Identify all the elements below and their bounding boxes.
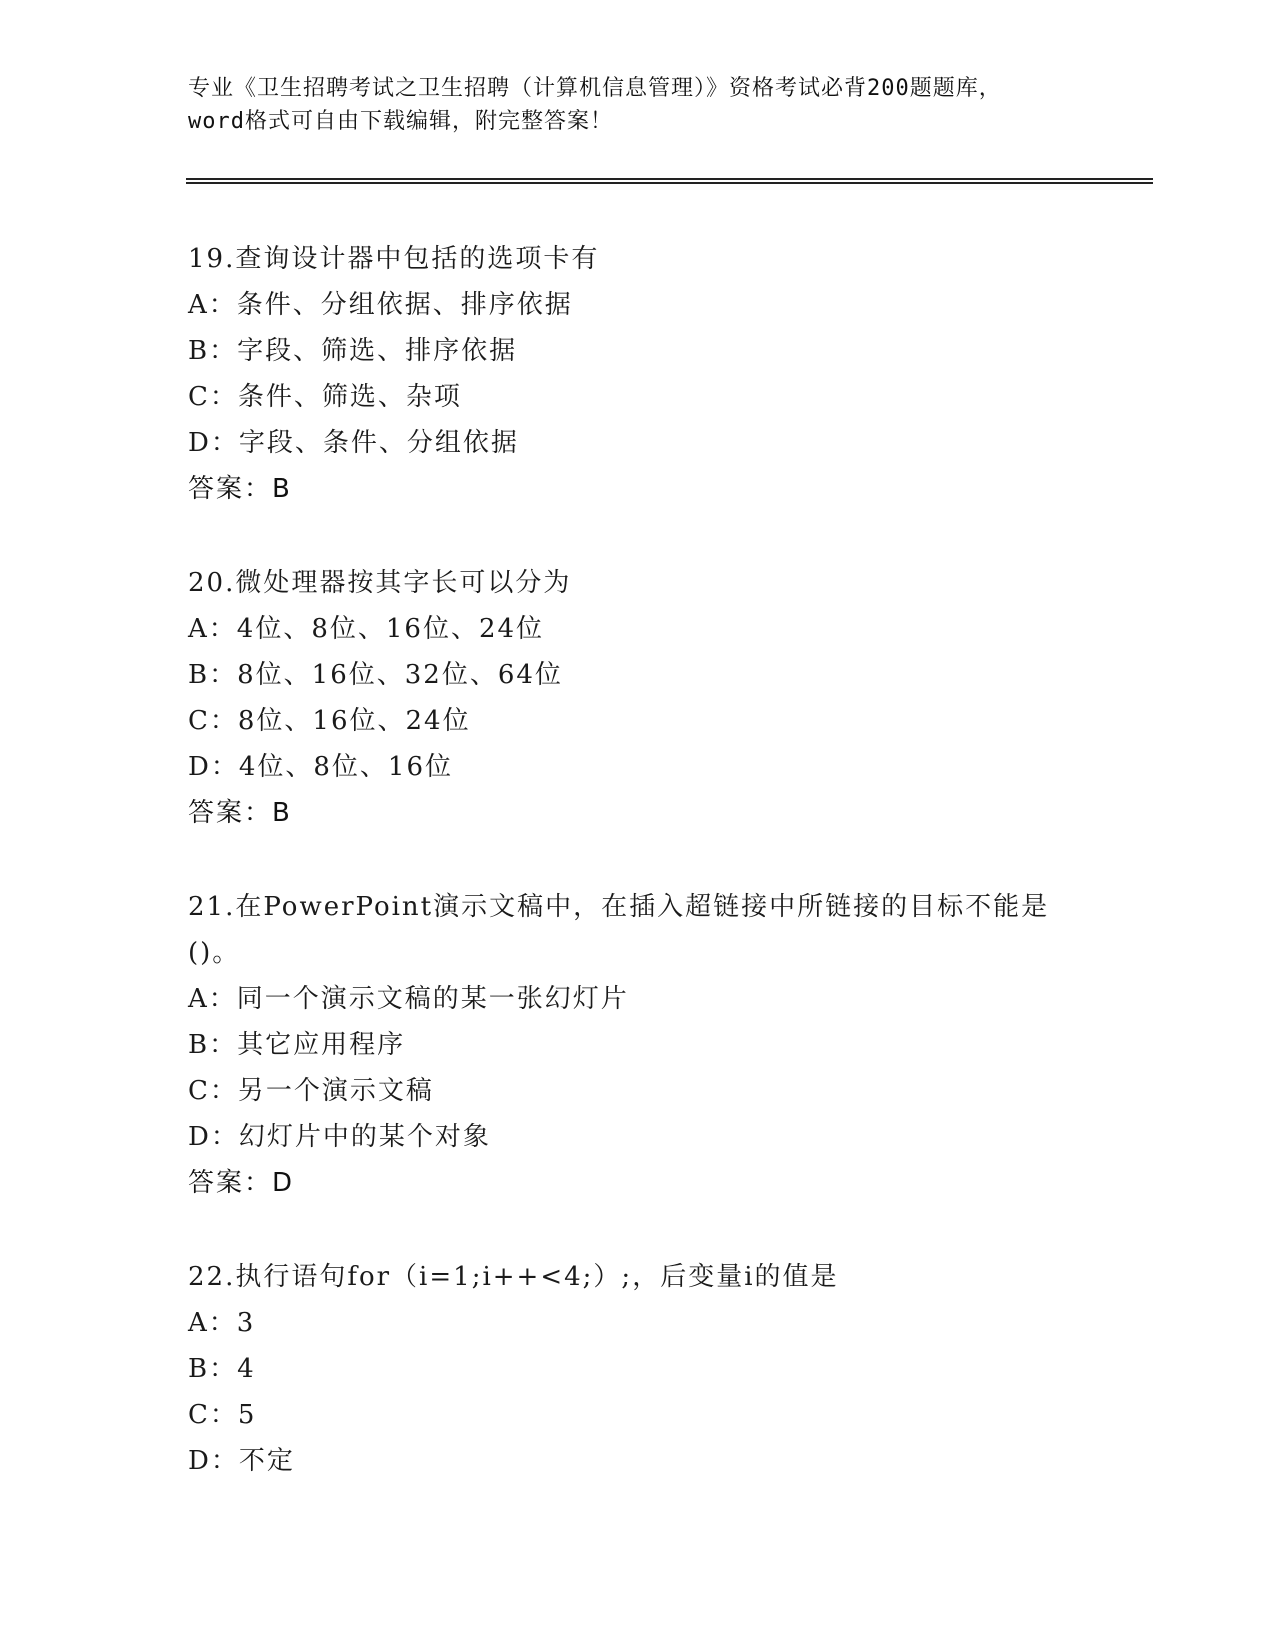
option-c: C：8位、16位、24位: [188, 706, 471, 736]
answer: 答案：D: [188, 1168, 295, 1198]
question-22: [188, 1254, 1088, 1484]
question-21: [188, 884, 1088, 1206]
option-a: A：条件、分组依据、排序依据: [188, 290, 573, 320]
option-d: D：4位、8位、16位: [188, 752, 454, 782]
document-header: [188, 72, 1088, 138]
option-b: B：4: [188, 1354, 256, 1384]
question-19: [188, 236, 1088, 512]
option-a: A：3: [188, 1308, 256, 1338]
header-line-1: 专业《卫生招聘考试之卫生招聘（计算机信息管理）》资格考试必背200题题库，: [188, 76, 1002, 101]
option-c: C：另一个演示文稿: [188, 1076, 434, 1106]
question-title: 19.查询设计器中包括的选项卡有: [188, 244, 600, 274]
answer: 答案：B: [188, 798, 292, 828]
answer: 答案：B: [188, 474, 292, 504]
option-d: D：不定: [188, 1446, 295, 1476]
header-line-2: word格式可自由下载编辑，附完整答案！: [188, 109, 613, 134]
option-c: C：5: [188, 1400, 257, 1430]
question-20: [188, 560, 1088, 836]
question-list: [188, 236, 1088, 1532]
option-d: D：幻灯片中的某个对象: [188, 1122, 491, 1152]
option-a: A：4位、8位、16位、24位: [188, 614, 545, 644]
question-title-continued: ()。: [188, 938, 241, 968]
option-d: D：字段、条件、分组依据: [188, 428, 519, 458]
option-a: A：同一个演示文稿的某一张幻灯片: [188, 984, 629, 1014]
question-title: 21.在PowerPoint演示文稿中，在插入超链接中所链接的目标不能是: [188, 892, 1050, 922]
option-b: B：字段、筛选、排序依据: [188, 336, 518, 366]
option-c: C：条件、筛选、杂项: [188, 382, 462, 412]
question-title: 22.执行语句for（i=1;i++<4;）;，后变量i的值是: [188, 1262, 839, 1292]
option-b: B：8位、16位、32位、64位: [188, 660, 563, 690]
question-title: 20.微处理器按其字长可以分为: [188, 568, 572, 598]
option-b: B：其它应用程序: [188, 1030, 406, 1060]
header-double-rule: [186, 178, 1153, 184]
